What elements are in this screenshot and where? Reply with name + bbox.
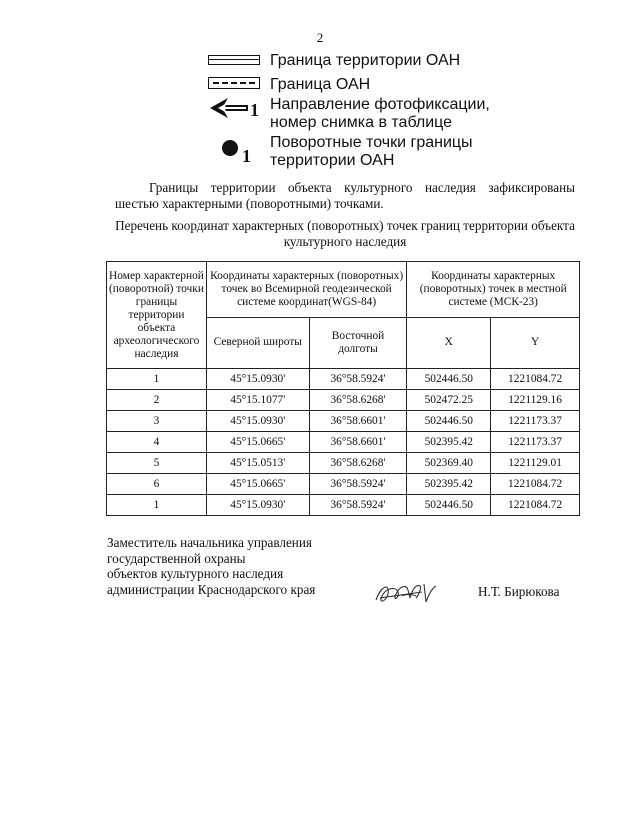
table-caption: Перечень координат характерных (поворотных) точек границ территории объекта культурного наследия (115, 218, 575, 249)
table-row (107, 474, 580, 495)
cell-y: 1221173.37 (491, 411, 580, 432)
cell-longitude: 36°58.6268' (309, 453, 407, 474)
header-wgs-coordinates: Координаты характерных (поворотных) точек во Всемирной геодезической системе координат(WGS-84) (206, 262, 406, 318)
cell-point-number: 6 (107, 474, 207, 495)
turning-point-dot-icon (208, 136, 260, 166)
cell-latitude: 45°15.0665' (206, 432, 309, 453)
cell-x: 502395.42 (407, 474, 491, 495)
cell-point-number: 2 (107, 390, 207, 411)
cell-y: 1221084.72 (491, 495, 580, 516)
cell-point-number: 1 (107, 495, 207, 516)
cell-longitude: 36°58.6601' (309, 432, 407, 453)
signatory-line: администрации Краснодарского края (107, 581, 316, 597)
cell-y: 1221129.16 (491, 390, 580, 411)
header-east-longitude: Восточной долготы (309, 317, 407, 368)
legend-label-line2: территории ОАН (270, 152, 395, 169)
point-number: 1 (242, 146, 251, 166)
header-north-latitude: Северной широты (206, 317, 309, 368)
table-row (107, 369, 580, 390)
territory-boundary-line-icon (208, 55, 260, 65)
photo-direction-arrow-icon (208, 96, 260, 120)
signatory-line: объектов культурного наследия (107, 566, 284, 582)
legend-label: Поворотные точки границы (270, 134, 473, 151)
table-row (107, 432, 580, 453)
cell-x: 502472.25 (407, 390, 491, 411)
signer-name: Н.Т. Бирюкова (478, 584, 560, 599)
signatory-position (107, 535, 315, 597)
oan-boundary-dashed-line-icon (208, 77, 260, 89)
table-row (107, 453, 580, 474)
cell-latitude: 45°15.1077' (206, 390, 309, 411)
table-header-row (107, 262, 580, 318)
page-number: 2 (316, 30, 324, 45)
header-local-coordinates: Координаты характерных (поворотных) точек в местной системе (МСК-23) (407, 262, 580, 318)
cell-point-number: 3 (107, 411, 207, 432)
coordinates-table (106, 261, 580, 516)
cell-point-number: 1 (107, 369, 207, 390)
cell-x: 502446.50 (407, 411, 491, 432)
legend-label: Направление фотофиксации, (270, 96, 490, 113)
cell-x: 502395.42 (407, 432, 491, 453)
cell-longitude: 36°58.6268' (309, 390, 407, 411)
cell-longitude: 36°58.5924' (309, 369, 407, 390)
cell-y: 1221129.01 (491, 453, 580, 474)
cell-longitude: 36°58.6601' (309, 411, 407, 432)
cell-latitude: 45°15.0930' (206, 411, 309, 432)
cell-point-number: 4 (107, 432, 207, 453)
legend-label: Граница территории ОАН (270, 52, 461, 69)
signatory-line: государственной охраны (107, 550, 246, 566)
cell-latitude: 45°15.0665' (206, 474, 309, 495)
table-row (107, 411, 580, 432)
cell-longitude: 36°58.5924' (309, 474, 407, 495)
cell-x: 502446.50 (407, 369, 491, 390)
header-y: Y (491, 317, 580, 368)
header-x: X (407, 317, 491, 368)
cell-latitude: 45°15.0930' (206, 369, 309, 390)
cell-latitude: 45°15.0930' (206, 495, 309, 516)
cell-y: 1221084.72 (491, 474, 580, 495)
handwritten-signature (372, 578, 444, 613)
table-row (107, 495, 580, 516)
cell-latitude: 45°15.0513' (206, 453, 309, 474)
cell-x: 502369.40 (407, 453, 491, 474)
header-point-number: Номер характерной (поворотной) точки границы территории объекта археологического наследия (107, 262, 207, 369)
legend-label-line2: номер снимка в таблице (270, 114, 453, 131)
boundaries-paragraph: Границы территории объекта культурного наследия зафиксированы шестью характерными (поворотными) точками. (115, 180, 575, 211)
legend-label: Граница ОАН (270, 76, 371, 93)
signatory-line: Заместитель начальника управления (107, 535, 312, 550)
cell-y: 1221173.37 (491, 432, 580, 453)
photo-number: 1 (250, 100, 259, 120)
cell-longitude: 36°58.5924' (309, 495, 407, 516)
table-row (107, 390, 580, 411)
cell-y: 1221084.72 (491, 369, 580, 390)
cell-x: 502446.50 (407, 495, 491, 516)
cell-point-number: 5 (107, 453, 207, 474)
